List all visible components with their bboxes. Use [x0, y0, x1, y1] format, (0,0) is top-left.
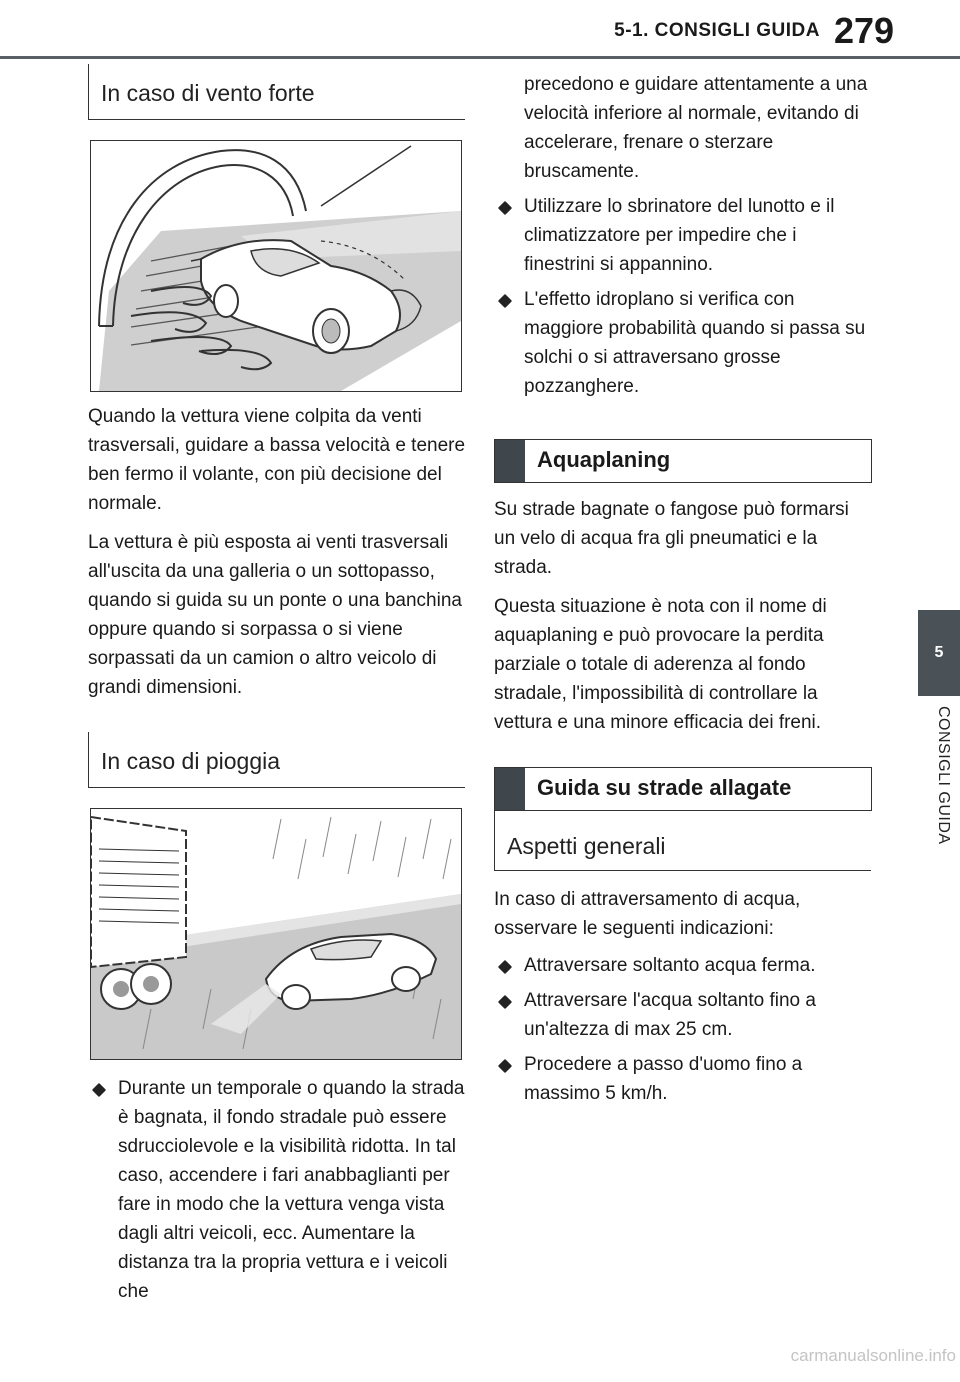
aquaplaning-title: Aquaplaning [537, 447, 671, 472]
list-item [494, 951, 872, 980]
rain-bullet-list [88, 1074, 466, 1306]
hydroplane-bullet-text: L'effetto idroplano si verifica con maggiore probabilità quando si passa su solchi o si attraversano grosse pozzanghere. [524, 289, 866, 397]
flood-bullet-list [494, 951, 872, 1108]
bullet-diamond-icon [498, 960, 512, 974]
list-item [494, 986, 872, 1044]
wind-paragraph-1: Quando la vettura viene colpita da venti trasversali, guidare a bassa velocità e tenere ben fermo il volante, con più decisione del normale. [88, 406, 466, 514]
running-header-section: 5-1. CONSIGLI GUIDA [614, 20, 820, 41]
rain-bullet-continuation: precedono e guidare attentamente a una velocità inferiore al normale, evitando di accelerare, frenare o sterzare bruscamente. [524, 74, 868, 182]
bullet-diamond-icon [498, 201, 512, 215]
wind-paragraph-2: La vettura è più esposta ai venti trasversali all'uscita da una galleria o un sottopasso, quando si guida su un ponte o una banchina oppure quando si sorpassa o si viene sorpassati da un camion o altro veicolo di grandi dimensioni. [88, 532, 462, 698]
wind-heading: In caso di vento forte [88, 64, 465, 120]
bullet-diamond-icon [498, 995, 512, 1009]
list-item [494, 1050, 872, 1108]
aquaplaning-section-header [494, 439, 872, 483]
bullet-diamond-icon [498, 294, 512, 308]
aquaplaning-paragraph-2: Questa situazione è nota con il nome di aquaplaning e può provocare la perdita parziale o totale di aderenza al fondo stradale, l'impossibilità di controllare la vettura e una minore efficacia dei freni. [494, 596, 827, 733]
list-item [494, 285, 872, 401]
flood-bullet-text: Attraversare soltanto acqua ferma. [524, 955, 816, 976]
flooded-roads-title: Guida su strade allagate [537, 775, 792, 800]
page-number: 279 [834, 10, 895, 51]
chapter-number-tab: 5 [918, 610, 960, 696]
section-marker [495, 440, 525, 482]
header-rule [0, 56, 960, 59]
section-marker [495, 768, 525, 810]
rain-heading: In caso di pioggia [88, 732, 465, 788]
flood-intro-text: In caso di attraversamento di acqua, osservare le seguenti indicazioni: [494, 889, 801, 939]
aquaplaning-paragraph-1: Su strade bagnate o fangose può formarsi un velo di acqua fra gli pneumatici e la strada. [494, 499, 849, 578]
list-item [494, 192, 872, 279]
watermark: carmanualsonline.info [790, 1346, 956, 1365]
car-in-crosswind-image [91, 141, 461, 391]
flood-bullet-text: Attraversare l'acqua soltanto fino a un'altezza di max 25 cm. [524, 990, 816, 1040]
flood-bullet-text: Procedere a passo d'uomo fino a massimo 5 km/h. [524, 1054, 803, 1104]
list-item [88, 1074, 466, 1306]
right-column [494, 64, 872, 1108]
flooded-roads-section-header [494, 767, 872, 811]
defrost-bullet-text: Utilizzare lo sbrinatore del lunotto e il climatizzatore per impedire che i finestrini si appannino. [524, 196, 835, 275]
rain-illustration [90, 808, 462, 1060]
bullet-diamond-icon [498, 1059, 512, 1073]
left-column [88, 64, 466, 1306]
bullet-diamond-icon [92, 1083, 106, 1097]
rain-bullet-list-continued [494, 192, 872, 401]
chapter-label: CONSIGLI GUIDA [935, 706, 952, 845]
wind-illustration [90, 140, 462, 392]
general-aspects-heading: Aspetti generali [494, 811, 871, 871]
car-in-rain-image [91, 809, 461, 1059]
rain-bullet-text: Durante un temporale o quando la strada è bagnata, il fondo stradale può essere sdrucciolevole e la visibilità ridotta. In tal caso, accendere i fari anabbaglianti per fare in modo che la vettura venga vista dagli altri veicoli, ecc. Aumentare la distanza tra la propria vettura e i veicoli che [118, 1078, 465, 1302]
